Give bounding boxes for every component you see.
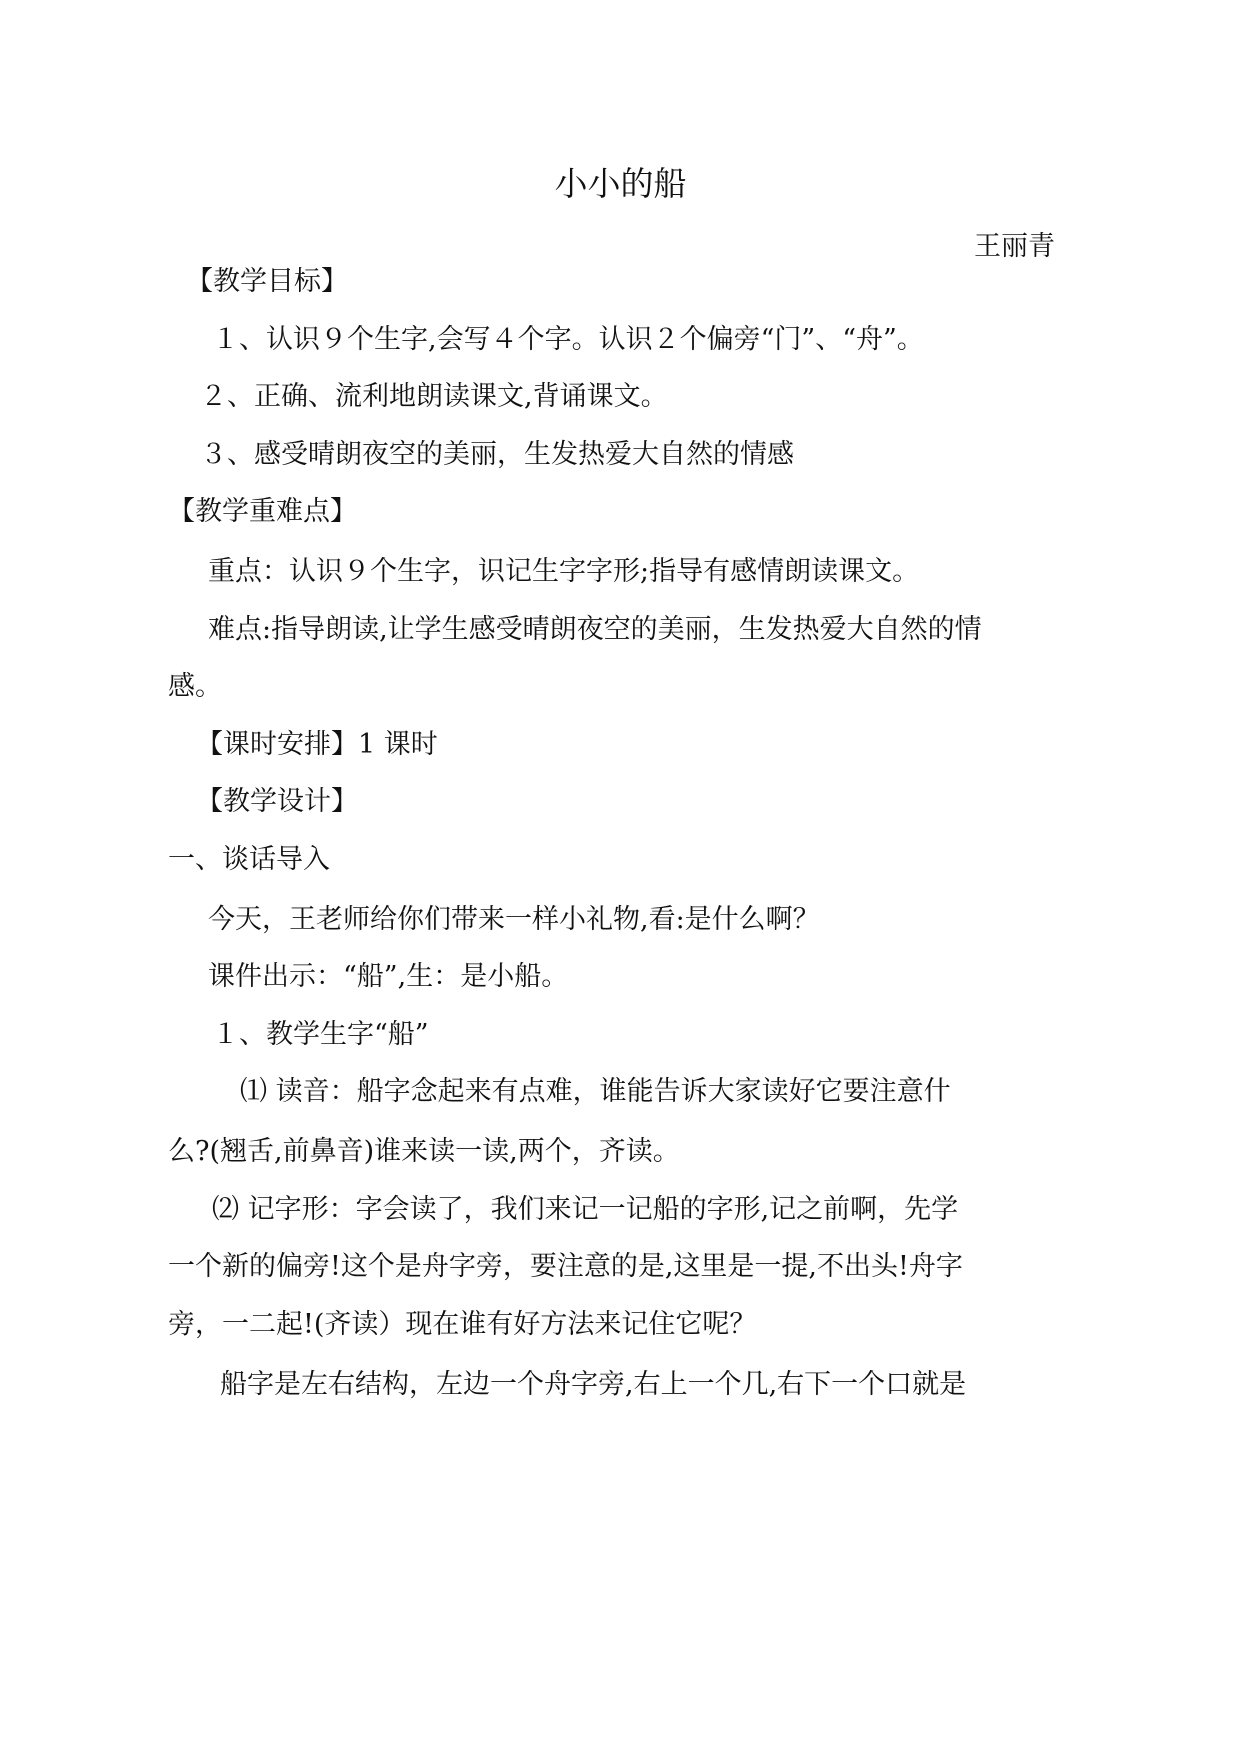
paragraph-courseware: 课件出示：“船”,生：是小船。 [208,961,569,992]
key-point-difficulty-continued: 感。 [168,671,222,702]
paragraph-character-form-continued-2: 旁，一二起!(齐读）现在谁有好方法来记住它呢？ [168,1309,757,1340]
objective-item-3: ３、感受晴朗夜空的美丽，生发热爱大自然的情感 [200,439,794,470]
paragraph-pronunciation: ⑴ 读音：船字念起来有点难，谁能告诉大家读好它要注意什 [240,1076,951,1107]
schedule-line: 【课时安排】1 课时 [196,729,438,760]
paragraph-character-form-continued-1: 一个新的偏旁!这个是舟字旁，要注意的是,这里是一提,不出头!舟字 [168,1251,963,1282]
author-name: 王丽青 [974,231,1055,262]
paragraph-teach-character: １、教学生字“船” [212,1019,429,1050]
paragraph-structure: 船字是左右结构，左边一个舟字旁,右上一个几,右下一个口就是 [220,1369,967,1400]
objectives-heading: 【教学目标】 [186,266,348,297]
key-point-difficulty: 难点:指导朗读,让学生感受晴朗夜空的美丽，生发热爱大自然的情 [208,614,982,645]
document-title: 小小的船 [554,164,687,203]
paragraph-intro: 今天，王老师给你们带来一样小礼物,看:是什么啊？ [208,904,820,935]
objective-item-1: １、认识９个生字,会写４个字。认识２个偏旁“门”、“舟”。 [212,324,924,355]
paragraph-pronunciation-continued: 么?(翘舌,前鼻音)谁来读一读,两个，齐读。 [168,1136,680,1167]
section-title-introduction: 一、谈话导入 [168,844,330,875]
design-heading: 【教学设计】 [196,786,358,817]
key-point-focus: 重点：认识９个生字，识记生字字形;指导有感情朗读课文。 [208,556,920,587]
paragraph-character-form: ⑵ 记字形：字会读了，我们来记一记船的字形,记之前啊，先学 [212,1194,959,1225]
key-points-heading: 【教学重难点】 [168,496,357,527]
objective-item-2: ２、正确、流利地朗读课文,背诵课文。 [200,381,668,412]
